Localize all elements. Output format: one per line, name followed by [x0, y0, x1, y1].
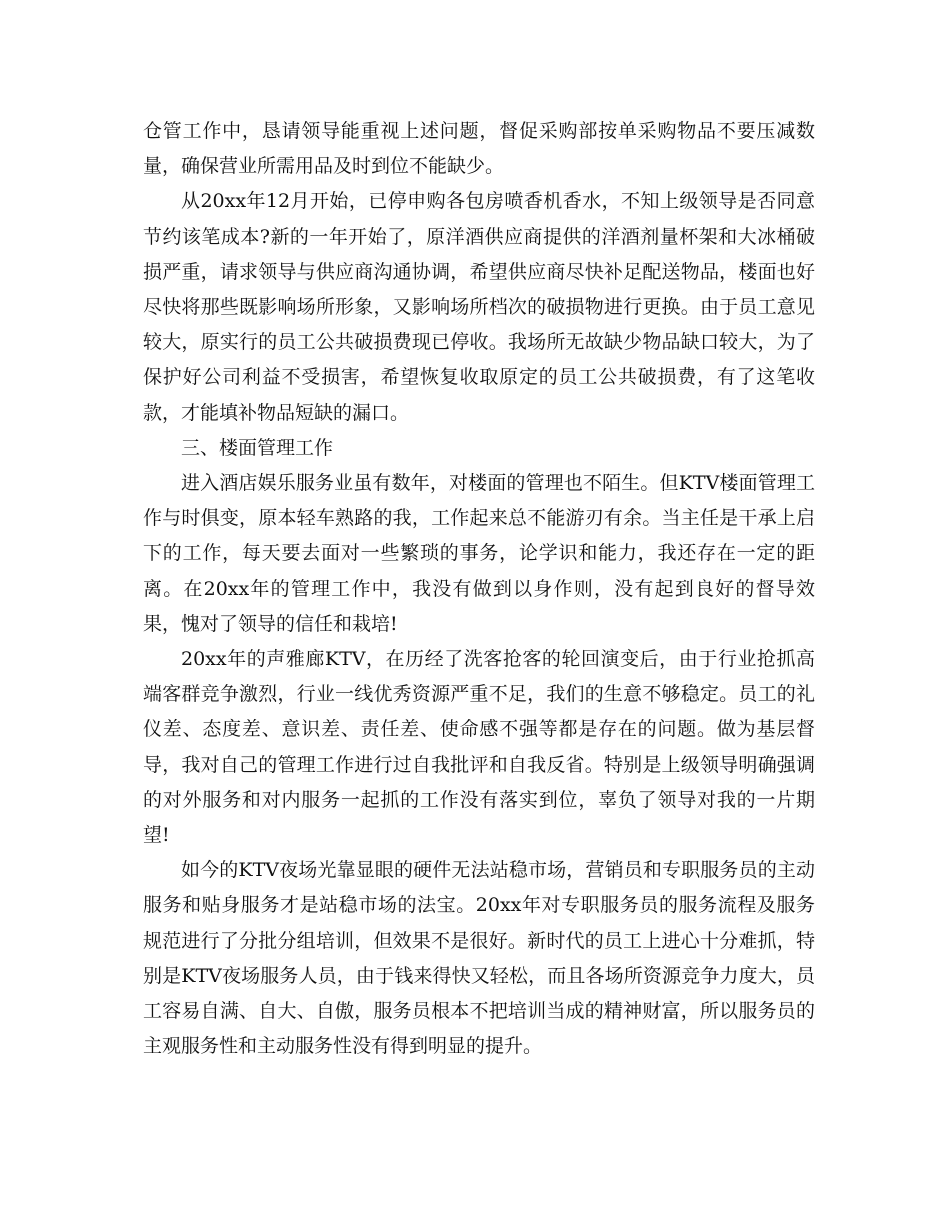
section-heading-floor-management: 三、楼面管理工作	[181, 436, 334, 459]
paragraph-service-training: 如今的KTV夜场光靠显眼的硬件无法站稳市场，营销员和专职服务员的主动服务和贴身服务才是站稳市场的法宝。20xx年对专职服务员的服务流程及服务规范进行了分批分组培训，但效果不是很好。新时代的员工上进心十分难抓，特别是KTV夜场服务人员，由于钱来得快又轻松，而且各场所资源竞争力度大，员工容易自满、自大、自傲，服务员根本不把培训当成的精神财富，所以服务员的主观服务性和主动服务性没有得到明显的提升。	[143, 859, 815, 1058]
paragraph-floor-management: 进入酒店娱乐服务业虽有数年，对楼面的管理也不陌生。但KTV楼面管理工作与时俱变，原本轻车熟路的我，工作起来总不能游刃有余。当主任是干承上启下的工作，每天要去面对一些繁琐的事务，论学识和能力，我还存在一定的距离。在20xx年的管理工作中，我没有做到以身作则，没有起到良好的督导效果，愧对了领导的信任和栽培!	[143, 472, 815, 635]
paragraph-supplies: 从20xx年12月开始，已停申购各包房喷香机香水，不知上级领导是否同意节约该笔成本?新的一年开始了，原洋酒供应商提供的洋酒剂量杯架和大冰桶破损严重，请求领导与供应商沟通协调，希望供应商尽快补足配送物品，楼面也好尽快将那些既影响场所形象，又影响场所档次的破损物进行更换。由于员工意见较大，原实行的员工公共破损费现已停收。我场所无故缺少物品缺口较大，为了保护好公司利益不受损害，希望恢复收取原定的员工公共破损费，有了这笔收款，才能填补物品短缺的漏口。	[143, 190, 815, 424]
document-body	[143, 114, 815, 1064]
paragraph-ktv-business: 20xx年的声雅廊KTV，在历经了洗客抢客的轮回演变后，由于行业抢抓高端客群竞争激烈，行业一线优秀资源严重不足，我们的生意不够稳定。员工的礼仪差、态度差、意识差、责任差、使命感不强等都是存在的问题。做为基层督导，我对自己的管理工作进行过自我批评和自我反省。特别是上级领导明确强调的对外服务和对内服务一起抓的工作没有落实到位，辜负了领导对我的一片期望!	[143, 648, 815, 847]
paragraph-continuation: 仓管工作中，恳请领导能重视上述问题，督促采购部按单采购物品不要压减数量，确保营业所需用品及时到位不能缺少。	[143, 120, 815, 178]
